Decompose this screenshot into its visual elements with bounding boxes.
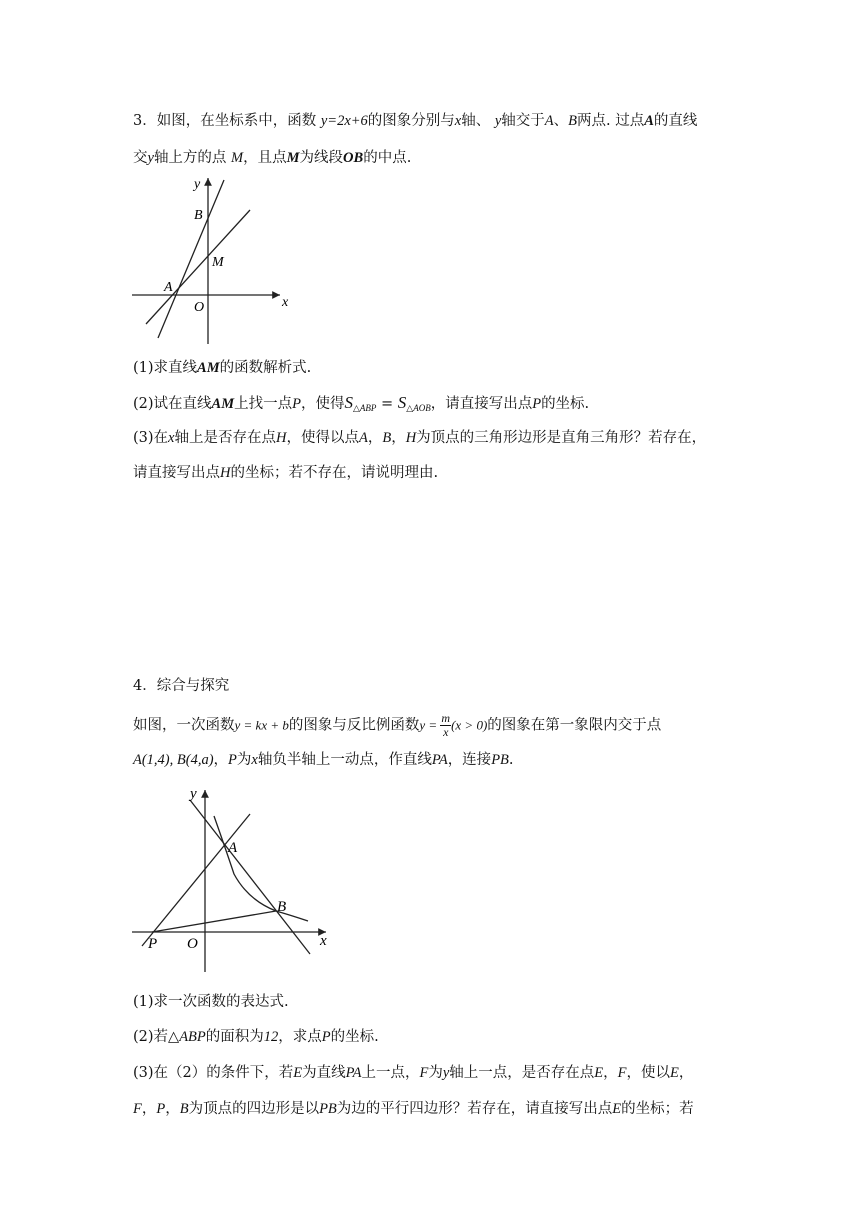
label-O: O <box>187 936 198 952</box>
label-B: B <box>277 899 287 915</box>
q4-number: 4． <box>133 678 157 694</box>
q3-part3-line2: 请直接写出点H的坐标；若不存在，请说明理由. <box>133 465 439 481</box>
q4-heading: 4．综合与探究 <box>133 678 230 694</box>
q4-part3-line1: (3)在（2）的条件下，若E为直线PA上一点，F为y轴上一点，是否存在点E，F，使以E， <box>133 1065 694 1081</box>
label-y: y <box>194 177 201 192</box>
label-x: x <box>282 295 289 310</box>
q4-part3-line2: F，P，B为顶点的四边形是以PB为边的平行四边形？若存在，请直接写出点E的坐标；若 <box>133 1101 694 1117</box>
line-PB <box>152 911 276 932</box>
q4-part2: (2)若△ABP的面积为12，求点P的坐标. <box>133 1029 379 1045</box>
label-A: A <box>164 280 173 295</box>
fraction-m-over-x: $\frac{m}{x}$ <box>441 711 451 739</box>
label-P: P <box>148 936 158 952</box>
q3-line1: 3．如图，在坐标系中，函数 y=2x+6的图象分别与x轴、 y轴交于A、B两点. 过点A的直线 <box>133 113 698 129</box>
line-PA <box>142 814 250 946</box>
hyperbola-curve <box>214 816 308 921</box>
q3-figure <box>128 172 300 348</box>
q4-figure <box>128 778 338 978</box>
q3-part2: (2)试在直线AM上找一点P，使得$S_{\triangle ABP} = S_{\triangle AOB}$，请直接写出点P的坐标. <box>133 393 590 413</box>
q3-function: y=2x+6 <box>320 113 368 129</box>
q4-line2: A(1,4), B(4,a)，P为x轴负半轴上一动点，作直线PA，连接PB. <box>133 752 514 768</box>
label-A: A <box>228 840 238 856</box>
q4-line1: 如图，一次函数y = kx + b的图象与反比例函数y = $\frac{m}{x}$ (x > 0)的图象在第一象限内交于点 <box>133 711 662 739</box>
label-B: B <box>194 208 203 223</box>
q4-part1: (1)求一次函数的表达式. <box>133 994 289 1010</box>
q3-number: 3． <box>133 113 157 129</box>
q3-part3-line1: (3)在x轴上是否存在点H，使得以点A，B，H为顶点的三角形边形是直角三角形？若存在， <box>133 430 707 446</box>
label-y: y <box>190 786 197 802</box>
q3-line2: 交y轴上方的点 M，且点M为线段OB的中点. <box>133 150 412 166</box>
line-AB <box>190 800 310 954</box>
q3-part1: (1)求直线AM的函数解析式. <box>133 360 312 376</box>
label-O: O <box>194 300 205 315</box>
label-M: M <box>212 255 224 270</box>
label-x: x <box>320 933 327 949</box>
